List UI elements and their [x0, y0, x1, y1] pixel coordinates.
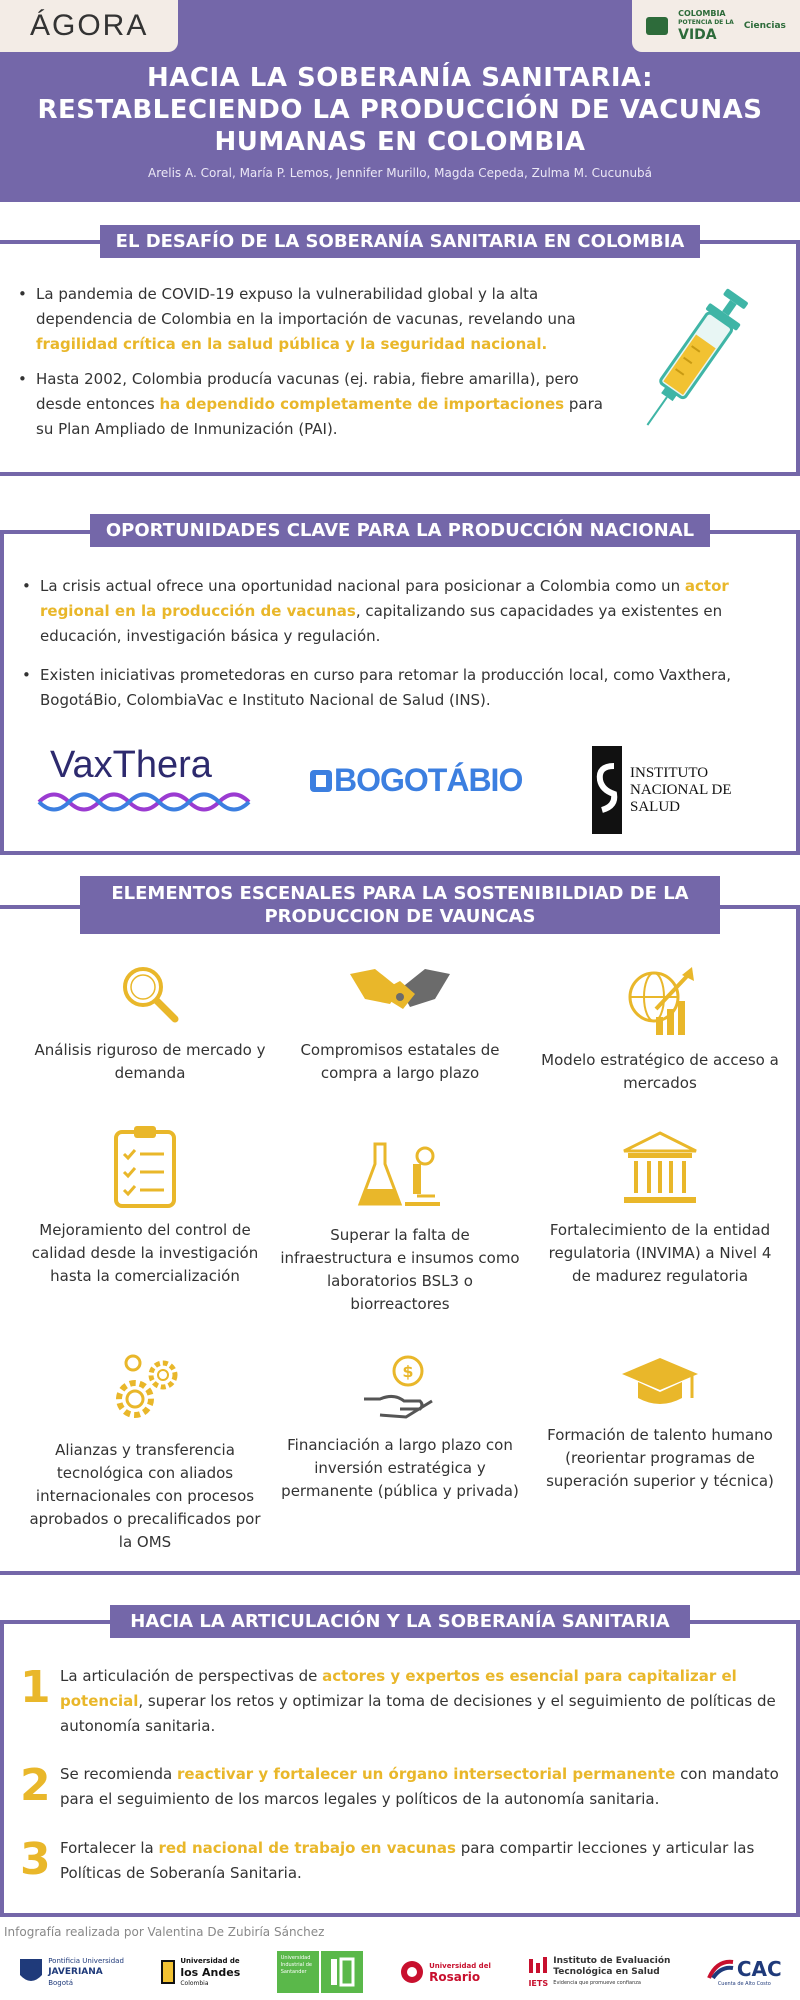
iets-line1: Instituto de Evaluación: [553, 1955, 671, 1966]
recommendation-number: 2: [20, 1760, 51, 1811]
element-item: [280, 1349, 520, 1503]
text-part: con mandato para el seguimiento de los marcos legales y políticos de la autonomía sanitaria.: [60, 1765, 779, 1808]
javeriana-line3: Bogotá: [48, 1978, 74, 1987]
section-opportunities: [0, 530, 800, 855]
uis-line1: Universidad: [280, 1955, 311, 1961]
section-title-line-1: ELEMENTOS ESCENALES PARA LA SOSTENIBILDIAD DE LA: [111, 883, 689, 904]
ins-logo-line1: INSTITUTO: [630, 764, 709, 781]
javeriana-shield-icon: [18, 1957, 44, 1987]
bullet-text: Existen iniciativas prometedoras en curso para retomar la producción local, como Vaxthera, BogotáBio, ColombiaVac e Instituto Nacional de Salud (INS).: [40, 666, 732, 709]
gov-logo-line2: POTENCIA DE LA: [678, 19, 734, 26]
institution-icon: [620, 1129, 700, 1209]
bullet-item: [22, 574, 762, 649]
partner-logos: [0, 1948, 800, 1996]
recommendation-text: [60, 1762, 790, 1812]
money-hand-icon: [360, 1349, 440, 1424]
section-title-articulation: HACIA LA ARTICULACIÓN Y LA SOBERANÍA SANITARIA: [110, 1605, 690, 1638]
recommendation-number: 1: [20, 1662, 51, 1713]
ins-logo-line3: SALUD: [630, 798, 681, 815]
checklist-icon: [110, 1124, 180, 1209]
bogotabio-logo-text: BOGOTÁBIO: [334, 762, 523, 798]
bullet-item: [18, 367, 603, 442]
bullet-highlight: actor regional en la producción de vacunas: [40, 577, 729, 620]
opportunities-bullets: [22, 574, 762, 713]
bullet-highlight: ha dependido completamente de importaciones: [159, 395, 565, 413]
gov-logo-line1: COLOMBIA: [678, 9, 726, 18]
title-line-1: HACIA LA SOBERANÍA SANITARIA:: [146, 63, 654, 93]
title-line-3: HUMANAS EN COLOMBIA: [214, 127, 586, 157]
section-elements: [0, 905, 800, 1575]
section-title-elements: [80, 876, 720, 934]
bogotabio-logo: [308, 762, 522, 799]
element-item: [280, 959, 520, 1085]
bullet-item: [18, 282, 603, 357]
text-part: Fortalecer la: [60, 1839, 159, 1857]
bullet-dot: •: [22, 666, 31, 684]
element-text: Análisis riguroso de mercado y demanda: [34, 1041, 266, 1082]
bogotabio-mark-icon: [308, 768, 334, 794]
vaxthera-logo-text: VaxThera: [50, 744, 212, 786]
element-text: Formación de talento humano (reorientar programas de superación superior y técnica): [546, 1426, 774, 1490]
iets-line2: Tecnológica en Salud: [553, 1966, 660, 1977]
iets-line3: Evidencia que promueve confianza: [553, 1979, 641, 1986]
growth-chart-icon: [620, 959, 700, 1039]
challenge-bullets: [18, 282, 603, 452]
magnifier-icon: [115, 959, 185, 1029]
section-title-challenge: EL DESAFÍO DE LA SOBERANÍA SANITARIA EN COLOMBIA: [100, 225, 700, 258]
graduation-cap-icon: [620, 1354, 700, 1414]
element-text: Financiación a largo plazo con inversión estratégica y permanente (pública y privada): [281, 1436, 519, 1500]
text-highlight: actores y expertos es esencial para capitalizar el potencial: [60, 1667, 737, 1710]
gov-logo-vida: VIDA: [678, 27, 717, 43]
agora-logo: [0, 0, 178, 52]
lab-flask-icon: [355, 1134, 445, 1214]
ins-mark-icon: [592, 746, 622, 834]
recommendation-item: [20, 1762, 790, 1812]
uis-line2: Industrial de: [280, 1962, 312, 1968]
uis-line3: Santander: [280, 1969, 307, 1975]
uis-mark-icon: [321, 1951, 363, 1993]
section-challenge: [0, 240, 800, 476]
recommendation-text: [60, 1836, 790, 1886]
agora-logo-text: ÁGORA: [30, 9, 149, 42]
element-text: Alianzas y transferencia tecnológica con aliados internacionales con procesos aprobados o precalificados por la OMS: [29, 1441, 261, 1551]
rosario-crest-icon: [399, 1959, 425, 1985]
recommendation-number: 3: [20, 1834, 51, 1885]
iets-logo: [527, 1956, 670, 1989]
element-item: [540, 959, 780, 1095]
text-part: La articulación de perspectivas de: [60, 1667, 323, 1685]
svg-text:$: $: [402, 1362, 414, 1381]
government-logo: [632, 0, 800, 52]
authors: Arelis A. Coral, María P. Lemos, Jennifer Murillo, Magda Cepeda, Zulma M. Cucunubá: [147, 166, 653, 180]
element-item: [25, 1349, 265, 1554]
rosario-line2: Rosario: [429, 1970, 481, 1984]
text-highlight: reactivar y fortalecer un órgano intersectorial permanente: [177, 1765, 676, 1783]
javeriana-line1: Pontificia Universidad: [48, 1956, 124, 1965]
text-part: para compartir lecciones y articular las Políticas de Soberanía Sanitaria.: [60, 1839, 755, 1882]
rosario-line1: Universidad del: [429, 1962, 491, 1970]
bullet-text: La pandemia de COVID-19 expuso la vulnerabilidad global y la alta dependencia de Colombia en la importación de vacunas, revelando una: [36, 285, 576, 328]
syringe-icon: [630, 272, 760, 442]
ins-logo-line2: NACIONAL DE: [630, 781, 732, 798]
infographic-credit: Infografía realizada por Valentina De Zubiría Sánchez: [4, 1925, 325, 1939]
text-part: , superar los retos y optimizar la toma de decisiones y el seguimiento de políticas de autonomía sanitaria.: [60, 1692, 776, 1735]
vaxthera-logo: [34, 744, 274, 824]
element-text: Compromisos estatales de compra a largo plazo: [300, 1041, 500, 1082]
element-item: [540, 1354, 780, 1493]
bullet-highlight: fragilidad crítica en la salud pública y la seguridad nacional.: [36, 335, 548, 353]
bullet-text: Hasta 2002, Colombia producía vacunas (ej. rabia, fiebre amarilla), pero desde entonces: [36, 370, 579, 413]
element-item: [30, 959, 270, 1085]
andes-mark-icon: [160, 1959, 176, 1985]
iets-short: IETS: [528, 1978, 549, 1988]
bullet-text: La crisis actual ofrece una oportunidad nacional para posicionar a Colombia como un: [40, 577, 685, 595]
andes-logo: [160, 1956, 240, 1989]
cac-logo: [707, 1957, 782, 1987]
ciencias-logo: Ciencias: [743, 20, 786, 31]
recommendation-text: [60, 1664, 790, 1739]
uis-logo: [277, 1951, 363, 1993]
javeriana-line2: JAVERIANA: [48, 1966, 103, 1977]
section-articulation: [0, 1620, 800, 1917]
recommendation-item: [20, 1836, 790, 1886]
section-title-line-2: PRODUCCION DE VAUNCAS: [264, 906, 536, 927]
page-header: [0, 52, 800, 202]
element-text: Fortalecimiento de la entidad regulatoria (INVIMA) a Nivel 4 de madurez regulatoria: [548, 1221, 772, 1285]
bullet-text: para su Plan Ampliado de Inmunización (PAI).: [36, 395, 603, 438]
rosario-logo: [399, 1959, 491, 1985]
dna-wave-icon: [34, 787, 264, 817]
element-text: Mejoramiento del control de calidad desde la investigación hasta la comercialización: [31, 1221, 259, 1285]
bullet-dot: •: [22, 577, 31, 595]
andes-line2: los Andes: [180, 1965, 241, 1979]
element-item: [15, 1124, 275, 1288]
element-item: [540, 1129, 780, 1288]
element-item: [280, 1134, 520, 1316]
javeriana-logo: [18, 1956, 124, 1989]
bullet-text: , capitalizando sus capacidades ya existentes en educación, investigación básica y regulación.: [40, 602, 723, 645]
page-title: [0, 52, 800, 158]
element-text: Modelo estratégico de acceso a mercados: [541, 1051, 779, 1092]
element-text: Superar la falta de infraestructura e insumos como laboratorios BSL3 o biorreactores: [280, 1226, 520, 1313]
gears-icon: [105, 1349, 185, 1429]
handshake-icon: [345, 959, 455, 1029]
section-title-opportunities: OPORTUNIDADES CLAVE PARA LA PRODUCCIÓN NACIONAL: [90, 514, 710, 547]
ins-logo: [592, 746, 732, 834]
text-highlight: red nacional de trabajo en vacunas: [158, 1839, 456, 1857]
title-line-2: RESTABLECIENDO LA PRODUCCIÓN DE VACUNAS: [37, 95, 763, 125]
andes-line3: Colombia: [180, 1979, 209, 1987]
colombia-flag-icon: [646, 17, 668, 35]
bullet-item: [22, 663, 762, 713]
cac-text: CAC: [736, 1957, 782, 1981]
iets-mark-icon: [527, 1957, 549, 1975]
recommendation-item: [20, 1664, 790, 1739]
cac-swoosh-icon: [707, 1958, 735, 1980]
andes-line1: Universidad de: [180, 1956, 240, 1965]
text-part: Se recomienda: [60, 1765, 178, 1783]
cac-subtitle: Cuenta de Alto Costo: [717, 1981, 771, 1987]
